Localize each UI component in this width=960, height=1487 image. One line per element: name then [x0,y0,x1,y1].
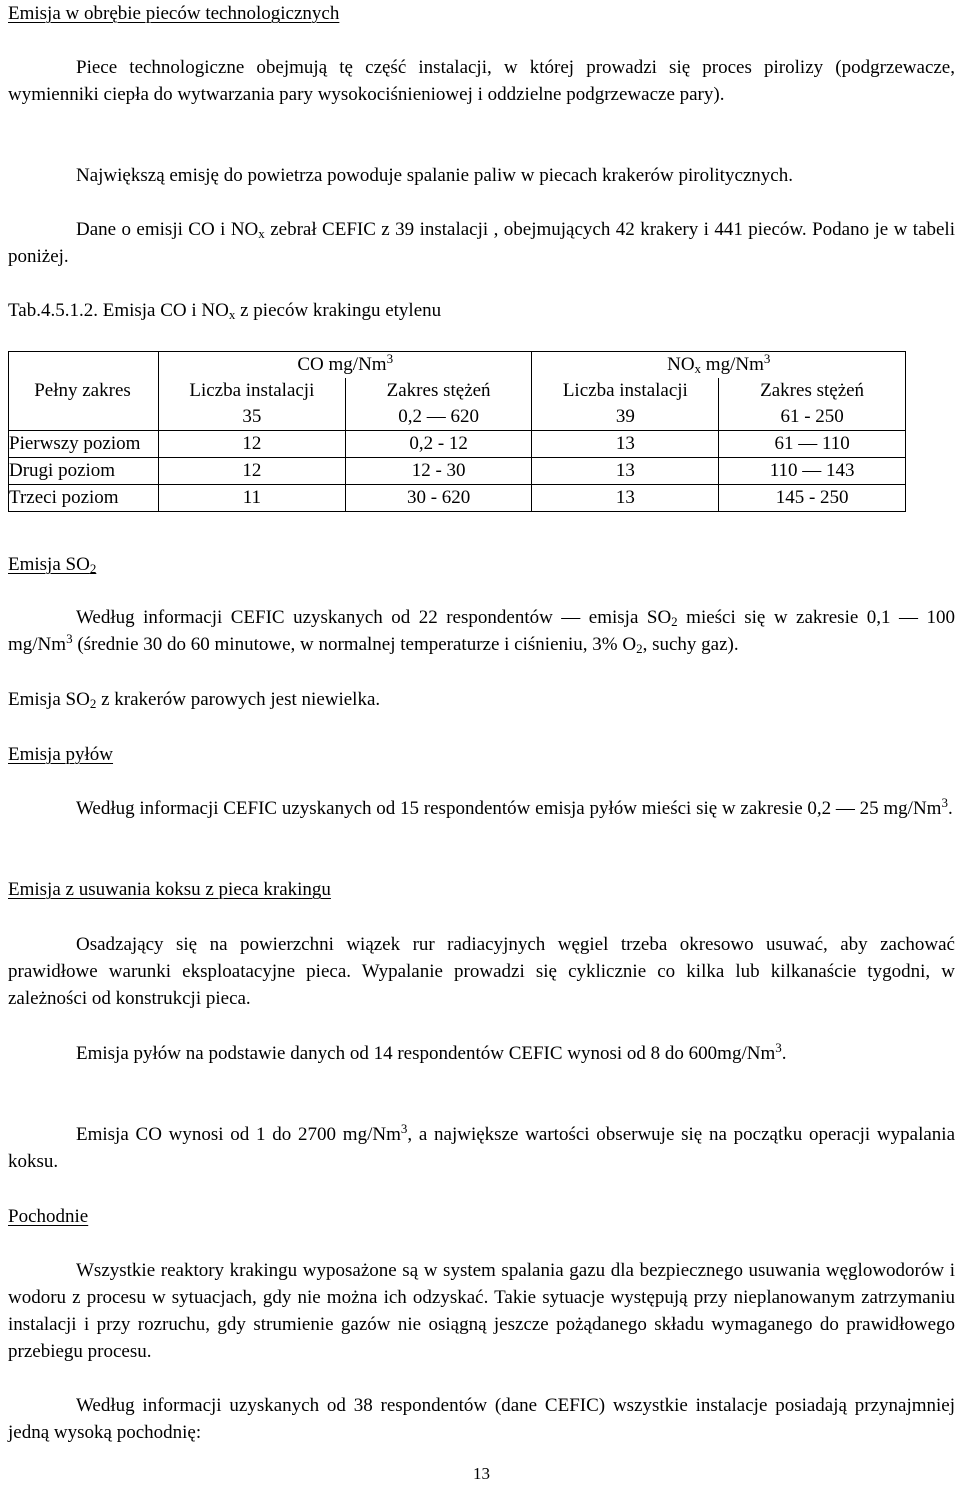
table-cell: 13 [532,458,719,485]
section-heading-furnaces: Emisja w obrębie pieców technologicznych [8,3,340,24]
table-cell: 61 ― 110 [719,431,906,458]
table-cell: 12 [159,431,346,458]
table-header-row [9,352,906,379]
paragraph-flares-system: Wszystkie reaktory krakingu wyposażone są w system spalania gazu dla bezpiecznego usuwania węglowodorów i wodoru z procesu w sytuacjach, gdy nie można ich odzyskać. Takie sytuacje występują przy nieplanowanym zatrzymaniu instalacji i przy rozruchu, gdy strumienie gazów nie osiągną jeszcze pożądanego składu wymaganego do prawidłowego przebiegu procesu. [8,1260,955,1362]
subheader-co-count: Liczba instalacji [159,378,346,404]
page-number: 13 [473,1464,490,1483]
section-heading-so2: Emisja $SO_2$ [8,554,97,576]
row-label: Trzeci poziom [9,485,159,512]
row-label: Pierwszy poziom [9,431,159,458]
subheader-nox-count: Liczba instalacji [532,378,719,404]
table-cell: 12 [159,458,346,485]
paragraph-coke-dust: Emisja pyłów na podstawie danych od 14 respondentów CEFIC wynosi od 8 do 600mg/Nm$^3$. [76,1040,787,1064]
paragraph-coke-co: Emisja CO wynosi od 1 do 2700 mg/Nm$^3$, a największe wartości obserwuje się na początku operacji wypalania koksu. [8,1121,956,1172]
section-heading-coke: Emisja z usuwania koksu z pieca krakingu [8,879,331,900]
table-row [9,431,906,458]
table-cell: 13 [532,485,719,512]
paragraph-flares-count: Według informacji uzyskanych od 38 respondentów (dane CEFIC) wszystkie instalacje posiadają przynajmniej jedną wysoką pochodnię: [8,1395,955,1443]
paragraph-dust-range: Według informacji CEFIC uzyskanych od 15 respondentów emisja pyłów mieści się w zakresie 0,2 ― 25 mg/Nm$^3$. [76,795,953,819]
paragraph-coke-removal: Osadzający się na powierzchni wiązek rur radiacyjnych węgiel trzeba okresowo usuwać, aby zachować prawidłowe warunki eksploatacyjne pieca. Wypalanie prowadzi się cyklicznie co kilka lub kilkanaście tygodni, w zależności od konstrukcji pieca. [8,934,955,1009]
section-heading-flares: Pochodnie [8,1206,89,1227]
paragraph-so2-range: Według informacji CEFIC uzyskanych od 22 respondentów ― emisja $SO_2$ mieści się w zakresie 0,1 ― 100 mg/Nm$^3$ (średnie 30 do 60 minutowe, w normalnej temperaturze i ciśnieniu, 3% $O_2$, suchy gaz). [8,607,955,656]
total-nox-range: 61 - 250 [719,404,906,431]
paragraph-largest-emission: Największą emisję do powietrza powoduje spalanie paliw w piecach krakerów pirolitycznych. [76,165,793,186]
paragraph-cefic-data: Dane o emisji CO i $NO_x$ zebrał CEFIC z 39 instalacji , obejmujących 42 krakery i 441 pieców. Podano je w tabeli poniżej. [8,219,955,267]
table-cell: 12 - 30 [345,458,532,485]
subheader-nox-range: Zakres stężeń [719,378,906,404]
table-row [9,458,906,485]
total-co-range: 0,2 ― 620 [345,404,532,431]
table-corner-label: Pełny zakres [9,352,159,431]
nox-group-header: $NO_x$ mg/Nm$^3$ [532,352,906,379]
row-label: Drugi poziom [9,458,159,485]
paragraph-furnaces-intro: Piece technologiczne obejmują tę część instalacji, w której prowadzi się proces pirolizy (podgrzewacze, wymienniki ciepła do wytwarzania pary wysokociśnieniowej i oddzielne podgrzewacze pary). [8,57,955,105]
table-cell: 145 - 250 [719,485,906,512]
table-cell: 30 - 620 [345,485,532,512]
table-cell: 0,2 - 12 [345,431,532,458]
paragraph-so2-small: Emisja $SO_2$ z krakerów parowych jest niewielka. [8,689,381,711]
subheader-co-range: Zakres stężeń [345,378,532,404]
table-cell: 13 [532,431,719,458]
table-caption: Tab.4.5.1.2. Emisja CO i $NO_x$ z pieców krakingu etylenu [8,300,442,322]
section-heading-dust: Emisja pyłów [8,744,114,765]
table-row [9,485,906,512]
total-nox-count: 39 [532,404,719,431]
co-group-header: CO mg/Nm$^3$ [159,352,532,379]
table-cell: 110 ― 143 [719,458,906,485]
total-co-count: 35 [159,404,346,431]
table-cell: 11 [159,485,346,512]
emission-table [8,351,906,512]
